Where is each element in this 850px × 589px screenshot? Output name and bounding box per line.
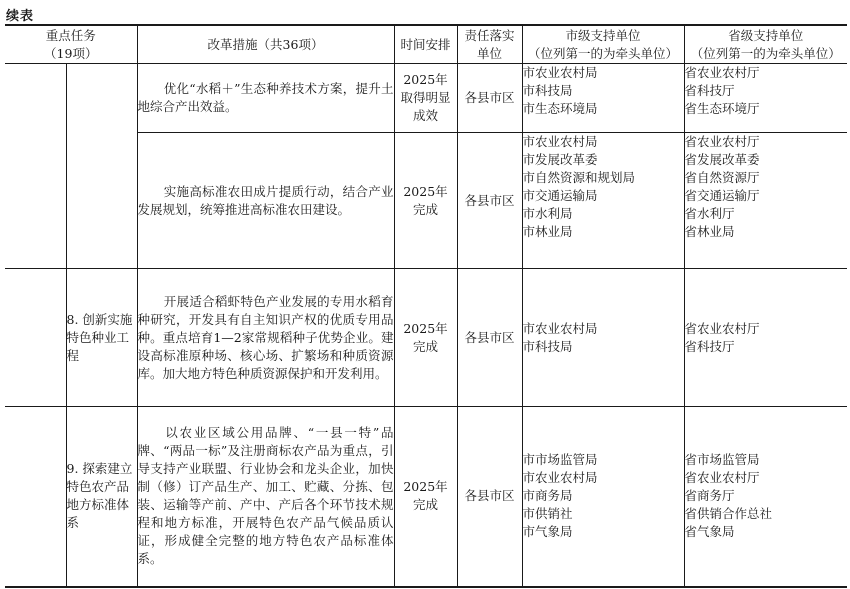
task-name-cell: 9. 探索建立特色农产品地方标准体系: [66, 407, 137, 587]
task-name-cell: 8. 创新实施特色种业工程: [66, 269, 137, 407]
city-units-cell: 市农业农村局 市发展改革委 市自然资源和规划局 市交通运输局 市水利局 市林业局: [522, 133, 684, 269]
time-cell: 2025年 取得明显 成效: [394, 64, 457, 133]
city-units-cell: 市市场监管局 市农业农村局 市商务局 市供销社 市气象局: [522, 407, 684, 587]
reform-measures-table: [5, 24, 847, 588]
city-units-cell: 市农业农村局 市科技局 市生态环境局: [522, 64, 684, 133]
header-task: 重点任务 （19项）: [5, 25, 137, 64]
resp-cell: 各县市区: [457, 133, 522, 269]
resp-cell: 各县市区: [457, 269, 522, 407]
table-row: [5, 64, 847, 133]
time-cell: 2025年 完成: [394, 133, 457, 269]
header-prov-units: 省级支持单位 （位列第一的为牵头单位）: [684, 25, 847, 64]
measure-cell: 优化“水稻＋”生态种养技术方案，提升土地综合产出效益。: [137, 64, 394, 133]
table-caption: 续表: [6, 9, 35, 24]
header-time: 时间安排: [394, 25, 457, 64]
time-cell: 2025年 完成: [394, 407, 457, 587]
prov-units-cell: 省市场监管局 省农业农村厅 省商务厅 省供销合作总社 省气象局: [684, 407, 847, 587]
prov-units-cell: 省农业农村厅 省科技厅: [684, 269, 847, 407]
header-city-units: 市级支持单位 （位列第一的为牵头单位）: [522, 25, 684, 64]
task-name-blank: [66, 64, 137, 269]
task-index-blank: [5, 64, 66, 269]
measure-cell: 以农业区域公用品牌、“一县一特”品牌、“两品一标”及注册商标农产品为重点，引导支持产业联盟、行业协会和龙头企业，加快制（修）订产品生产、加工、贮藏、分拣、包装、运输等产前、产中、产后各个环节技术规程和地方标准，开展特色农产品气候品质认证，形成健全完整的地方特色农产品标准体系。: [137, 407, 394, 587]
resp-cell: 各县市区: [457, 407, 522, 587]
measure-cell: 开展适合稻虾特色产业发展的专用水稻育种研究，开发具有自主知识产权的优质专用品种。重点培育1—2家常规稻种子优势企业。建设高标准原种场、核心场、扩繁场和种质资源库。加大地方特色种质资源保护和开发利用。: [137, 269, 394, 407]
task-index-blank: [5, 269, 66, 407]
header-measure: 改革措施（共36项）: [137, 25, 394, 64]
measure-cell: 实施高标准农田成片提质行动，结合产业发展规划，统筹推进高标准农田建设。: [137, 133, 394, 269]
resp-cell: 各县市区: [457, 64, 522, 133]
header-row: [5, 25, 847, 64]
city-units-cell: 市农业农村局 市科技局: [522, 269, 684, 407]
time-cell: 2025年 完成: [394, 269, 457, 407]
prov-units-cell: 省农业农村厅 省科技厅 省生态环境厅: [684, 64, 847, 133]
task-index-blank: [5, 407, 66, 587]
table-row: [5, 407, 847, 587]
prov-units-cell: 省农业农村厅 省发展改革委 省自然资源厅 省交通运输厅 省水利厅 省林业局: [684, 133, 847, 269]
header-resp: 责任落实 单位: [457, 25, 522, 64]
table-row: [5, 269, 847, 407]
